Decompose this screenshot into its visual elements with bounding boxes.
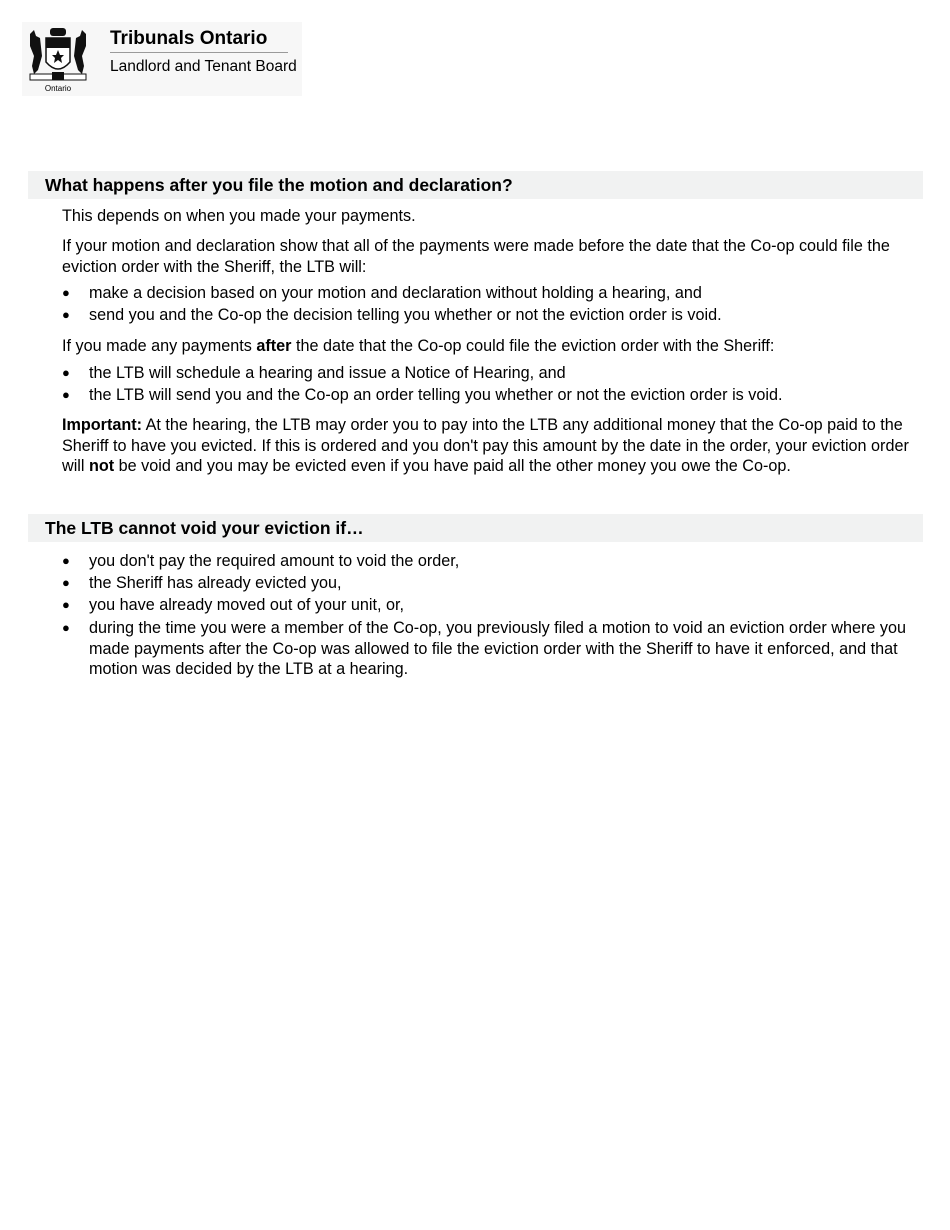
- important-text-2: be void and you may be evicted even if you have paid all the other money you owe the Co-op.: [114, 457, 791, 475]
- list-item-text: during the time you were a member of the Co-op, you previously filed a motion to void an eviction order where you made payments after the Co-op was allowed to file the eviction order with the Sheriff to have it enforced, and that motion was decided by the LTB at a hearing.: [89, 619, 906, 678]
- list-item: [62, 385, 922, 406]
- paragraph-before-date: If your motion and declaration show that all of the payments were made before the date that the Co-op could file the eviction order with the Sheriff, the LTB will:: [62, 237, 890, 276]
- section-heading-after-filing: What happens after you file the motion and declaration?: [28, 171, 923, 199]
- org-subtitle: Landlord and Tenant Board: [110, 58, 297, 75]
- list-item: [62, 595, 922, 616]
- list-item-text: the LTB will schedule a hearing and issue a Notice of Hearing, and: [89, 364, 566, 382]
- org-divider: [110, 52, 288, 53]
- list-item: [62, 551, 922, 572]
- bullet-icon: ●: [62, 597, 70, 612]
- important-text-1: At the hearing, the LTB may order you to pay into the LTB any additional money that the Co-op paid to the Sheriff to have you evicted. If this is ordered and you don't pay this amount by the date in the order, your eviction order will: [62, 416, 909, 475]
- list-item-text: you have already moved out of your unit, or,: [89, 596, 404, 614]
- list-item: [62, 305, 922, 326]
- list-item-text: you don't pay the required amount to void the order,: [89, 552, 460, 570]
- bullet-icon: ●: [62, 285, 70, 300]
- bullet-icon: ●: [62, 553, 70, 568]
- paragraph-after-date: [62, 336, 922, 357]
- p3-post: the date that the Co-op could file the eviction order with the Sheriff:: [291, 337, 775, 355]
- list-item-text: the Sheriff has already evicted you,: [89, 574, 342, 592]
- bullet-icon: ●: [62, 365, 70, 380]
- p3-bold: after: [256, 337, 292, 355]
- important-bold-not: not: [88, 457, 115, 475]
- bullet-icon: ●: [62, 575, 70, 590]
- paragraph-depends: This depends on when you made your payments.: [62, 207, 416, 225]
- section-heading-cannot-void: The LTB cannot void your eviction if…: [28, 514, 923, 542]
- important-label: Important:: [62, 416, 143, 434]
- list-item-text: the LTB will send you and the Co-op an order telling you whether or not the eviction order is void.: [89, 386, 783, 404]
- bullet-icon: ●: [62, 387, 70, 402]
- list-item: [62, 573, 922, 594]
- logo-caption: Ontario: [44, 84, 72, 93]
- header: [22, 22, 302, 96]
- list-item-text: send you and the Co-op the decision telling you whether or not the eviction order is void.: [89, 306, 722, 324]
- list-item: [62, 618, 922, 680]
- list-item: [62, 283, 922, 304]
- bullet-icon: ●: [62, 620, 70, 635]
- p3-pre: If you made any payments: [62, 337, 257, 355]
- list-item: [62, 363, 922, 384]
- list-item-text: make a decision based on your motion and declaration without holding a hearing, and: [89, 284, 702, 302]
- paragraph-important: [62, 415, 922, 477]
- coat-of-arms-icon: [26, 26, 90, 84]
- ontario-coat-of-arms-logo: [26, 26, 90, 92]
- org-name: Tribunals Ontario: [110, 28, 268, 49]
- bullet-icon: ●: [62, 307, 70, 322]
